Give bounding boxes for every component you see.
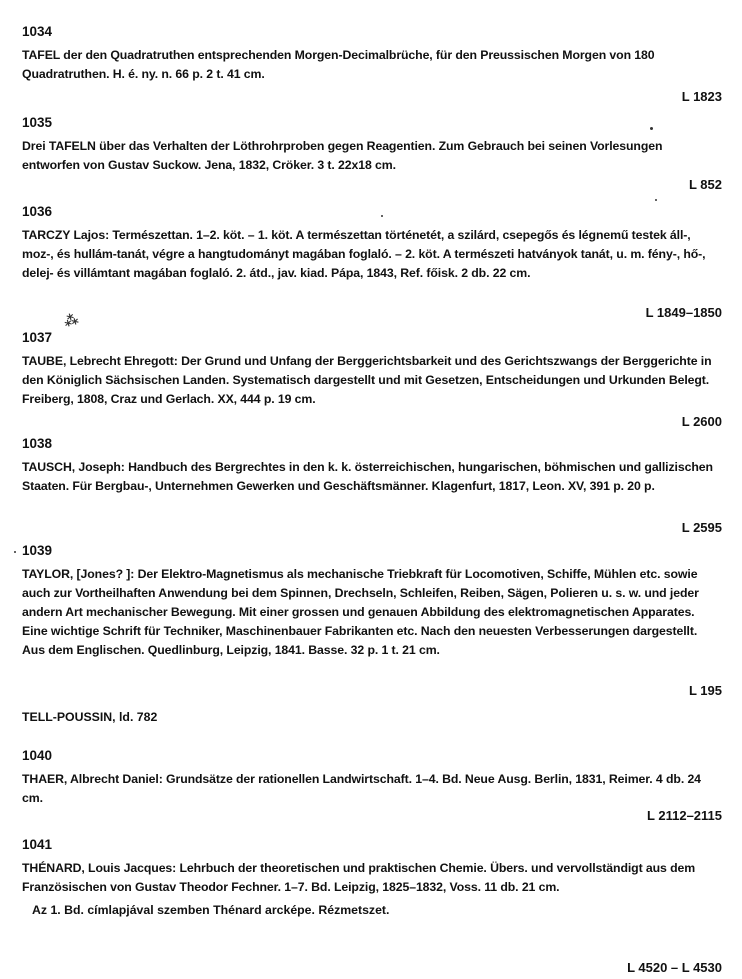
scan-speck xyxy=(14,551,16,553)
entry-location: L 4520 – L 4530 xyxy=(627,960,722,975)
catalog-entry-1038 xyxy=(22,436,722,535)
catalog-entry-1040 xyxy=(22,748,722,823)
entry-location: L 2595 xyxy=(681,520,722,535)
scan-speck xyxy=(650,127,653,130)
entry-number: 1036 xyxy=(22,204,53,219)
entry-location: L 195 xyxy=(688,683,722,698)
scan-speck xyxy=(381,215,383,217)
entry-number: 1040 xyxy=(22,748,53,763)
entry-description: THÉNARD, Louis Jacques: Lehrbuch der theoretischen und praktischen Chemie. Übers. und vervollständigt aus dem Französischen von Gustav Theodor Fechner. 1–7. Bd. Leipzig, 1825–1832, Voss. 11 db. 21 cm. xyxy=(22,861,696,894)
entry-description: Drei TAFELN über das Verhalten der Löthrohrproben gegen Reagentien. Zum Gebrauch bei seinen Vorlesungen entworfen von Gustav Suckow. Jena, 1832, Cröker. 3 t. 22x18 cm. xyxy=(22,139,663,172)
catalog-entry-1036 xyxy=(22,204,722,320)
entry-description: TAYLOR, [Jones? ]: Der Elektro-Magnetismus als mechanische Triebkraft für Locomotiven, Schiffe, Mühlen etc. sowie auch zur Vortheilhaften Anwendung bei dem Spinnen, Drechseln, Schleifen, Reiben, Sägen, Polieren u. s. w. und jeder andern Art mechanischer Bewegung. Mit einer grossen und genauen Abbildung des elektromagnetischen Apparates. Eine wichtige Schrift für Techniker, Maschinenbauer Fabrikanten etc. Nach den neuesten Verbesserungen dargestellt. Aus dem Englischen. Quedlinburg, Leipzig, 1841. Basse. 32 p. 1 t. 21 cm. xyxy=(22,567,699,657)
entry-number: 1035 xyxy=(22,115,53,130)
entry-description: TARCZY Lajos: Természettan. 1–2. köt. – 1. köt. A természettan történetét, a szilárd, csepegős és légnemű testek áll-, moz-, és hullám-tanát, végre a hangtudományt magában foglaló. – 2. köt. A természeti hatványok tanát, u. m. fény-, hő-, delej- és villámtant magában foglaló. 2. átd., jav. kiad. Pápa, 1843, Ref. főisk. 2 db. 22 cm. xyxy=(22,228,706,280)
entry-number: 1039 xyxy=(22,543,53,558)
cross-reference: TELL-POUSSIN, ld. 782 xyxy=(22,710,158,724)
entry-number: 1041 xyxy=(22,837,53,852)
catalog-entry-1035 xyxy=(22,115,722,192)
entry-number: 1034 xyxy=(22,24,53,39)
scan-speck xyxy=(655,199,657,201)
handwritten-mark-icon: ⁂ xyxy=(62,310,81,330)
entry-location: L 2600 xyxy=(681,414,722,429)
entry-number: 1037 xyxy=(22,330,53,345)
catalog-entry-1041 xyxy=(22,837,722,975)
entry-description: THAER, Albrecht Daniel: Grundsätze der rationellen Landwirtschaft. 1–4. Bd. Neue Ausg. Berlin, 1831, Reimer. 4 db. 24 cm. xyxy=(22,772,701,805)
entry-location: L 2112–2115 xyxy=(647,808,722,823)
entry-description: TAFEL der den Quadratruthen entsprechenden Morgen-Decimalbrüche, für den Preussischen Morgen von 180 Quadratruthen. H. é. ny. n. 66 p. 2 t. 41 cm. xyxy=(22,48,655,81)
entry-note: Az 1. Bd. címlapjával szemben Thénard arcképe. Rézmetszet. xyxy=(32,903,390,917)
entry-location: L 1823 xyxy=(681,89,722,104)
entry-description: TAUBE, Lebrecht Ehregott: Der Grund und Unfang der Berggerichtsbarkeit und des Gerichtszwangs der Berggerichte in den Königlich Sächsischen Landen. Systematisch dargestellt und mit Gesetzen, Entscheidungen und Urkunden Belegt. Freiberg, 1808, Craz und Gerlach. XX, 444 p. 19 cm. xyxy=(22,354,712,406)
entry-description: TAUSCH, Joseph: Handbuch des Bergrechtes in den k. k. österreichischen, hungarischen, böhmischen und gallizischen Staaten. Für Bergbau-, Unternehmen Gewerken und Geschäftsmänner. Klagenfurt, 1817, Leon. XV, 391 p. 20 p. xyxy=(22,460,713,493)
entry-location: L 1849–1850 xyxy=(645,305,722,320)
entry-location: L 852 xyxy=(688,177,722,192)
catalog-entry-1039 xyxy=(22,543,722,698)
catalog-entry-1034 xyxy=(22,24,722,104)
entry-number: 1038 xyxy=(22,436,53,451)
catalog-entry-1037 xyxy=(22,330,722,429)
